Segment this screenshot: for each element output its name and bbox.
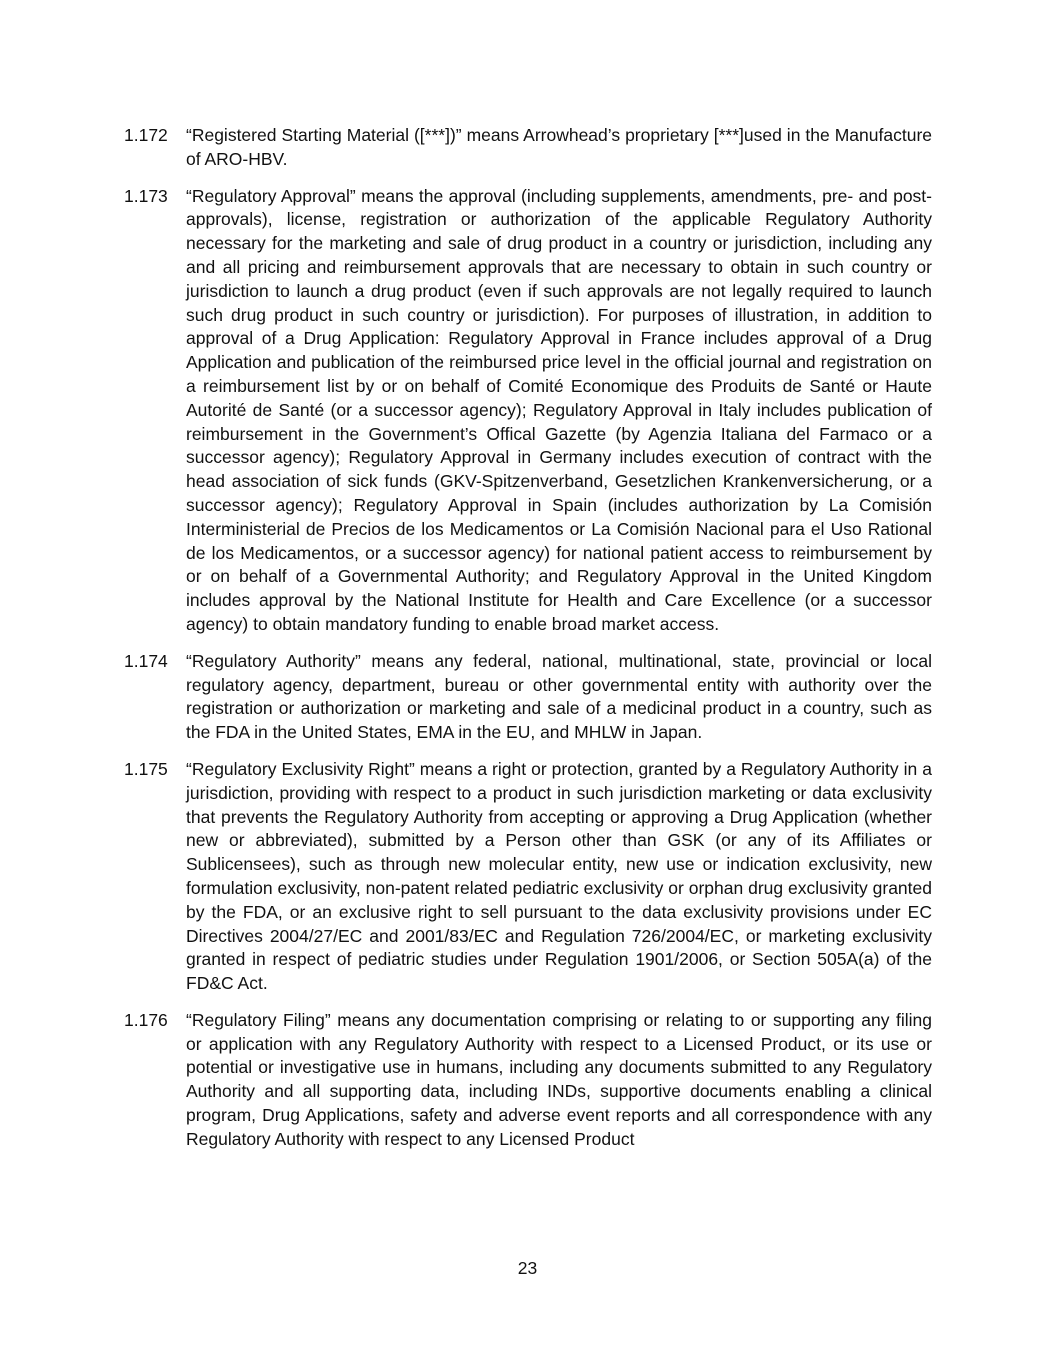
section-number: 1.173 [124,185,168,206]
section-number: 1.175 [124,758,168,779]
definition-1-176 [124,1009,932,1152]
section-number: 1.172 [124,125,168,145]
definition-text: “Regulatory Authority” means any federal, national, multinational, state, provincial or local regulatory agency, department, bureau or other governmental entity with authority over the registration or authorization or marketing and sale of a medicinal product in a country, such as the FDA in the United States, EMA in the EU, and MHLW in Japan. [186,650,932,743]
definition-text: “Regulatory Approval” means the approval (including supplements, amendments, pre- and post-approvals), license, registration or authorization of the applicable Regulatory Authority necessary for the marketing and sale of drug product in a country or jurisdiction, including any and all pricing and reimbursement approvals that are necessary to obtain in such country or jurisdiction to launch a drug product (even if such approvals are not legally required to launch such drug product in such country or jurisdiction). For purposes of illustration, in addition to approval of a Drug Application: Regulatory Approval in France includes approval of a Drug Application and publication of the reimbursed price level in the official journal and registration on a reimbursement list by or on behalf of Comité Economique des Produits de Santé or Haute Autorité de Santé (or a successor agency); Regulatory Approval in Italy includes publication of reimbursement in the Government’s Offical Gazette (by Agenzia Italiana del Farmaco or a successor agency); Regulatory Approval in Germany includes execution of contract with the head association of sick funds (GKV-Spitzenverband, Gesetzlichen Krankenversicherung, or a successor agency); Regulatory Approval in Spain (includes authorization by La Comisión Interministerial de Precios de los Medicamentos or La Comisión Nacional para el Uso Rational de los Medicamentos, or a successor agency) for national patient access to reimbursement by or on behalf of a Governmental Authority; and Regulatory Approval in the United Kingdom includes approval by the National Institute for Health and Care Excellence (or a successor agency) to obtain mandatory funding to enable broad market access. [186,185,932,634]
definition-1-174 [124,650,932,745]
definition-text: “Regulatory Filing” means any documentation comprising or relating to or supporting any filing or application with any Regulatory Authority with respect to a Licensed Product, or its use or potential or investigative use in humans, including any documents submitted to any Regulatory Authority and all supporting data, including INDs, supportive documents enabling a clinical program, Drug Applications, safety and adverse event reports and all correspondence with any Regulatory Authority with respect to any Licensed Product [186,1009,932,1149]
definition-1-173 [124,185,932,637]
definition-text: “Registered Starting Material ([***])” means Arrowhead’s proprietary [***]used in the Manufacture of ARO-HBV. [186,125,932,169]
section-number: 1.174 [124,650,168,671]
definition-1-172 [124,124,932,172]
definition-1-175 [124,758,932,996]
section-number: 1.176 [124,1009,168,1030]
page-number: 23 [517,1258,538,1278]
definitions-list [124,124,932,1165]
definition-text: “Regulatory Exclusivity Right” means a right or protection, granted by a Regulatory Authority in a jurisdiction, providing with respect to a product in such jurisdiction marketing or data exclusivity that prevents the Regulatory Authority from accepting or approving a Drug Application (whether new or abbreviated), submitted by a Person other than GSK (or any of its Affiliates or Sublicensees), such as through new molecular entity, new use or indication exclusivity, new formulation exclusivity, non-patent related pediatric exclusivity or orphan drug exclusivity granted by the FDA, or an exclusive right to sell pursuant to the data exclusivity provisions under EC Directives 2004/27/EC and 2001/83/EC and Regulation 726/2004/EC, or marketing exclusivity granted in respect of pediatric studies under Regulation 1901/2006, or Section 505A(a) of the FD&C Act. [186,758,932,994]
